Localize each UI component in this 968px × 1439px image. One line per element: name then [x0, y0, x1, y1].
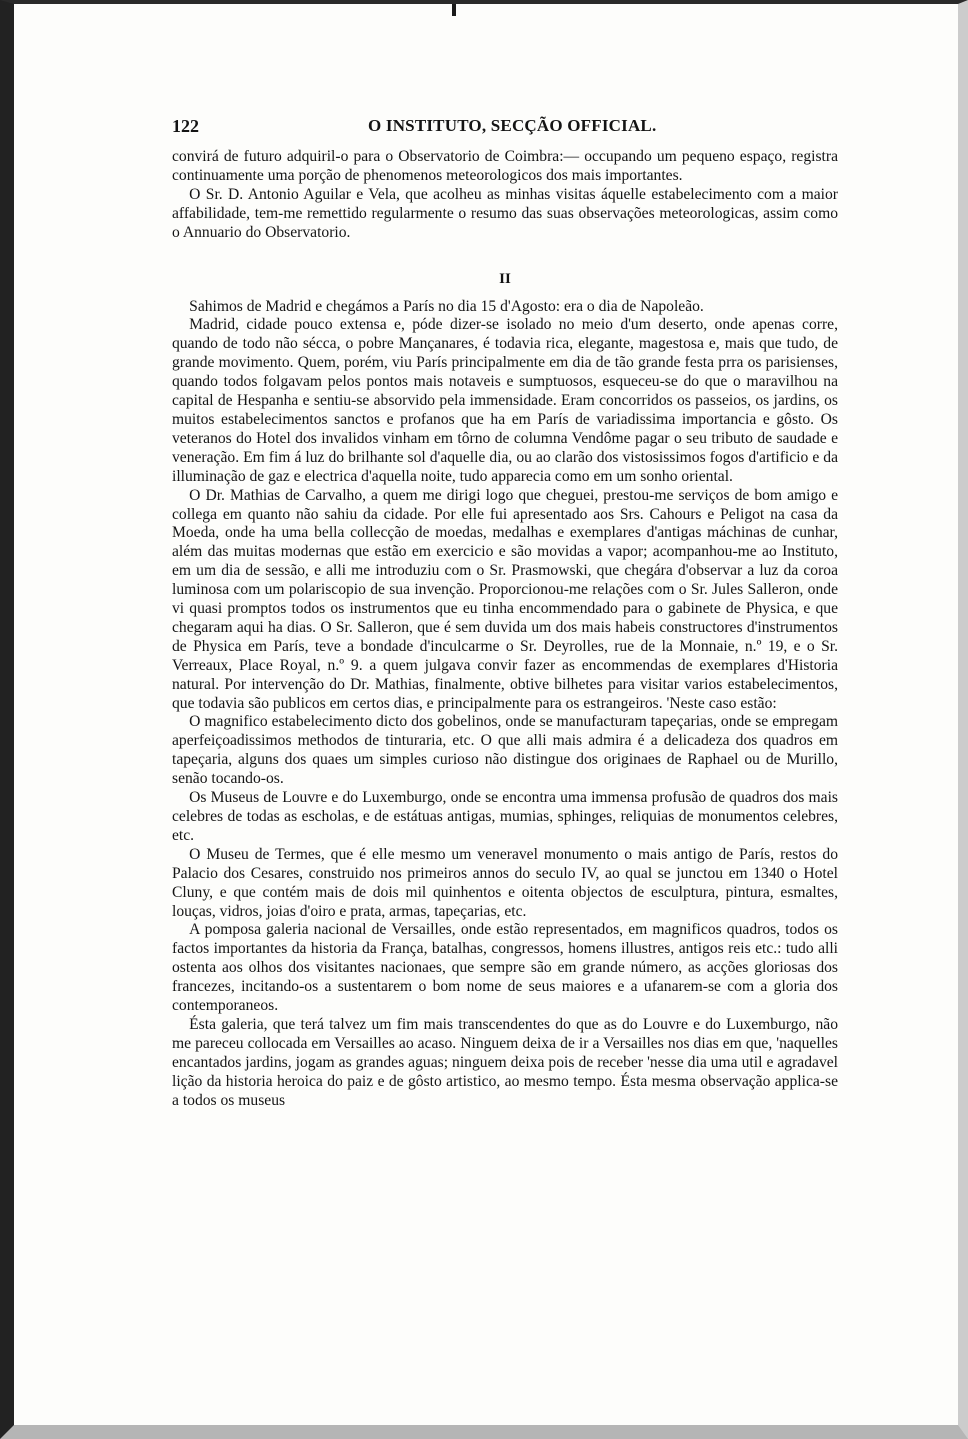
paragraph: Sahimos de Madrid e chegámos a París no dia 15 d'Agosto: era o dia de Napoleão.	[189, 297, 704, 315]
paragraph: A pomposa galeria nacional de Versailles, onde estão representados, em magnificos quadros, todos os factos importantes da historia da França, batalhas, congressos, homens illustres, antigos reis etc.: tudo alli ostenta aos olhos dos visitantes nacionaes, que sempre são em grande número, as acções gloriosas dos francezes, incitando-os a sustentarem o bom nome de seus maiores e a ufanarem-se com a gloria dos contemporaneos.	[172, 921, 838, 1015]
binding-mark	[452, 4, 456, 16]
section-numeral: II	[499, 270, 511, 287]
paragraph: Ésta galeria, que terá talvez um fim mais transcendentes do que as do Louvre e do Luxemburgo, não me pareceu collocada em Versailles ao acaso. Ninguem deixa de ir a Versailles nos dias em que, 'naquelles encantados jardins, jogam as grandes aguas; ninguem deixa pois de receber 'nesse dia uma util e agradavel lição da historia heroica do paiz e de gôsto artistico, ao mesmo tempo. Ésta mesma observação applica-se a todos os museus	[172, 1015, 838, 1109]
paragraph: O magnifico estabelecimento dicto dos gobelinos, onde se manufacturam tapeçarias, onde se empregam aperfeiçoadissimos methodos de tinturaria, etc. O que alli mais admira é a delicadeza dos quadros em tapeçaria, alguns dos quaes um simples curioso não distingue dos originaes de Raphael ou de Murillo, senão tocando-os.	[172, 713, 838, 788]
document-page	[172, 112, 838, 1111]
section-heading	[172, 271, 838, 288]
running-title: O INSTITUTO, SECÇÃO OFFICIAL.	[368, 116, 657, 135]
paragraph-continuation: convirá de futuro adquiril-o para o Observatorio de Coimbra:— occupando um pequeno espaço, registra continuamente uma porção de phenomenos meteorologicos dos mais importantes.	[172, 148, 838, 184]
page-number: 122	[172, 116, 199, 136]
paragraph: Madrid, cidade pouco extensa e, póde dizer-se isolado no meio d'um deserto, onde apenas corre, quando de todo não sécca, o pobre Mançanares, é todavia rica, elegante, magestosa e, mais que tudo, de grande movimento. Quem, porém, viu París principalmente em dia de tão grande festa prra os parisienses, quando todos folgavam pelos pontos mais notaveis e sumptuosos, esqueceu-se do que o maravilhou na capital de Hespanha e sentiu-se absorvido pela immensidade. Eram concorridos os passeios, os jardins, os muitos estabelecimentos sanctos e profanos que ha em París de variadissima importancia e gôsto. Os veteranos do Hotel dos invalidos vinham em tôrno de columna Vendôme pagar o seu tributo de saudade e veneração. Em fim á luz do brilhante sol d'aquelle dia, ou ao clarão dos vistosissimos fogos d'artificio e da illuminação de gaz e electrica d'aquella noite, tudo apparecia como em um sonho oriental.	[172, 316, 838, 485]
paragraph: O Museu de Termes, que é elle mesmo um veneravel monumento o mais antigo de París, restos do Palacio dos Cesares, construido nos primeiros annos do seculo IV, ao qual se junctou em 1340 o Hotel Cluny, e que contém mais de dois mil quinhentos e oitenta objectos de esculptura, pintura, esmaltes, louças, vidros, joias d'oiro e prata, armas, tapeçarias, etc.	[172, 845, 838, 920]
paragraph: Os Museus de Louvre e do Luxemburgo, onde se encontra uma immensa profusão de quadros dos mais celebres de todas as escholas, e de estátuas antigas, mumias, sphinges, reliquias de monumentos celebres, etc.	[172, 789, 838, 844]
paragraph: O Sr. D. Antonio Aguilar e Vela, que acolheu as minhas visitas áquelle estabelecimento com a maior affabilidade, tem-me remettido regularmente o resumo das suas observações meteorologicas, assim como o Annuario do Observatorio.	[172, 185, 838, 241]
paragraph: O Dr. Mathias de Carvalho, a quem me dirigi logo que cheguei, prestou-me serviços de bom amigo e collega em quanto não sahiu da cidade. Por elle fui apresentado aos Srs. Cahours e Peligot na casa da Moeda, onde ha uma bella collecção de moedas, medalhas e exemplares d'antigas máchinas de cunhar, além das muitas modernas que estão em exercicio e são movidas a vapor; acompanhou-me ao Instituto, em um dia de sessão, e alli me introduziu com o Sr. Prasmowski, que chegára d'observar a luz da coroa luminosa com um polariscopio de sua invenção. Proporcionou-me relações com o Sr. Jules Salleron, onde vi quasi promptos todos os instrumentos que eu tinha encommendado para o gabinete de Physica, e que chegaram aqui ha dias. O Sr. Salleron, que é sem duvida um dos mais habeis constructores d'instrumentos de Physica em París, teve a bondade d'inculcarme o Sr. Deyrolles, rue de la Monnaie, n.º 19, e o Sr. Verreaux, Place Royal, n.º 9. a quem julgava convir fazer as encommendas de exemplares d'Historia natural. Por intervenção do Dr. Mathias, finalmente, obtive bilhetes para visitar varios estabelecimentos, que todavia são publicos em certos dias, e principalmente para os estrangeiros. 'Neste caso estão:	[172, 486, 838, 712]
running-header	[172, 112, 838, 148]
body-text	[172, 148, 838, 1111]
